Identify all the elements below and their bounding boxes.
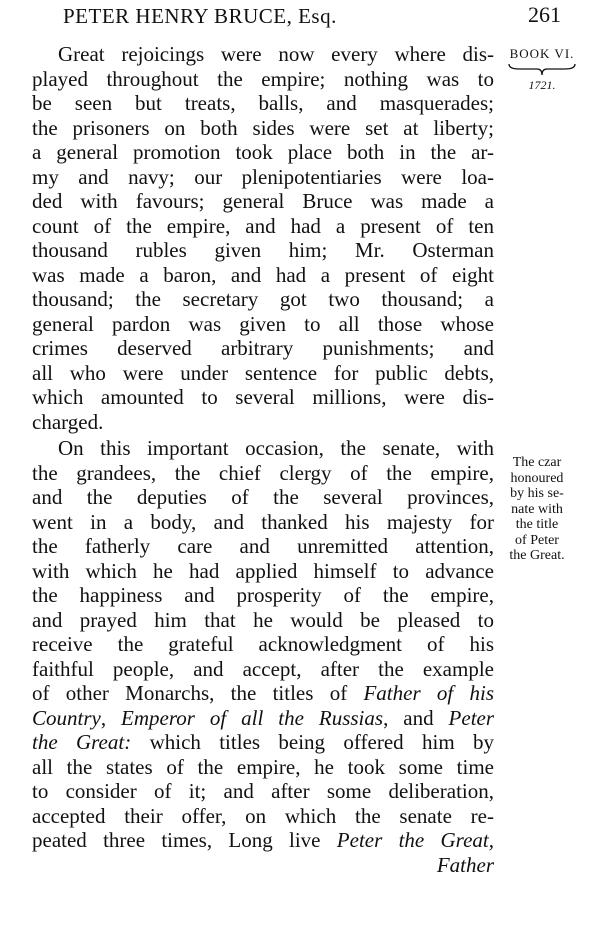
text-line-last [32, 828, 494, 853]
text-line: receive the grateful acknowledgment of his [32, 632, 494, 656]
text-line-titles [32, 681, 494, 706]
text-line: Great rejoicings were now every where dis- [58, 42, 494, 66]
text-line: faithful people, and accept, after the example [32, 656, 494, 681]
body-text [32, 42, 494, 877]
text-line: charged. [32, 409, 104, 434]
text-line: to consider of it; and after some deliberation, [32, 779, 494, 803]
text-line: thousand; the secretary got two thousand; a [32, 287, 494, 311]
text-segment: which titles being offered him by [149, 730, 494, 754]
year-label: 1721. [528, 78, 556, 92]
text-line: with which he had applied himself to advance [32, 558, 494, 583]
margin-book-note [502, 46, 582, 93]
sidenote-line: of Peter [515, 532, 559, 548]
text-line: thousand rubles given him; Mr. Osterman [32, 238, 494, 262]
italic-title: Country [32, 705, 101, 730]
text-line: went in a body, and thanked his majesty for [32, 509, 494, 534]
brace-icon [507, 62, 577, 76]
italic-title: Peter the Great, [336, 828, 494, 852]
sidenote-line: honoured [510, 470, 564, 486]
sidenote-line: by his se- [510, 486, 564, 501]
text-line: my and navy; our plenipotentiaries were loa- [32, 164, 494, 189]
text-line: and prayed him that he would be pleased to [32, 607, 494, 632]
italic-title: Peter [448, 705, 495, 730]
text-line: count of the empire, and had a present of ten [32, 213, 494, 238]
sidenote-line: the Great. [509, 548, 565, 563]
text-line: played throughout the empire; nothing was to [32, 66, 494, 91]
text-line-titles [32, 730, 494, 755]
text-segment: of other Monarchs, the titles of [32, 681, 348, 705]
book-label: BOOK VI. [509, 46, 575, 61]
text-line: the happiness and prosperity of the empire, [32, 583, 494, 607]
text-line: ded with favours; general Bruce was made a [32, 189, 494, 213]
italic-title: Emperor of all the Russias [121, 705, 384, 730]
text-line: the fatherly care and unremitted attention, [32, 534, 494, 558]
marginal-sidenote [498, 455, 576, 564]
text-line: crimes deserved arbitrary punishments; and [32, 336, 494, 360]
running-head: PETER HENRY BRUCE, Esq. [63, 4, 337, 28]
sidenote-line: the title [515, 517, 559, 532]
text-line: the grandees, the chief clergy of the empire, [32, 460, 494, 485]
catchword [32, 853, 494, 878]
text-line: all the states of the empire, he took some time [32, 754, 494, 779]
text-line: accepted their offer, on which the senate re- [32, 803, 494, 828]
text-line: the prisoners on both sides were set at liberty; [32, 115, 494, 140]
page-number: 261 [528, 2, 561, 27]
sidenote-line: The czar [512, 455, 562, 470]
sidenote-line: nate with [511, 501, 563, 517]
text-segment: peated three times, Long live [32, 828, 321, 852]
text-line: and the deputies of the several provinces, [32, 485, 494, 509]
italic-title: the Great: [32, 730, 132, 754]
text-line: which amounted to several millions, were dis- [32, 385, 494, 409]
text-line: was made a baron, and had a present of eight [32, 262, 494, 287]
text-line-titles: Country, Emperor of all the Russias, and Peter [32, 705, 495, 730]
italic-title: Father of his [363, 681, 495, 705]
text-line: all who were under sentence for public debts, [32, 360, 494, 385]
text-line: a general promotion took place both in the ar- [32, 140, 494, 164]
catchword-text: Father [436, 852, 494, 877]
text-line: general pardon was given to all those whose [32, 311, 494, 336]
text-line: be seen but treats, balls, and masquerades; [32, 91, 494, 115]
text-segment: , and [383, 705, 434, 730]
text-line: On this important occasion, the senate, with [58, 436, 494, 460]
